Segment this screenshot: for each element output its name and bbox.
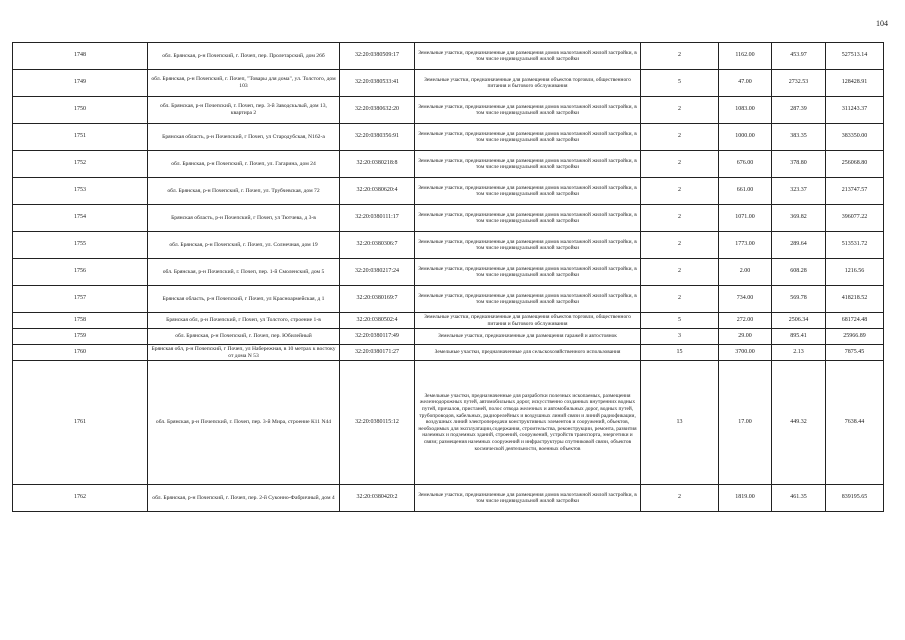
address-cell: обл. Брянская, р-н Почепский, г. Почеп, пер. Юбилейный (148, 329, 340, 345)
row-number-cell: 1748 (13, 43, 148, 70)
address-cell: обл. Брянская, р-н Почепский, г. Почеп, пер. 3-й Мира, строение К11 N44 (148, 361, 340, 485)
area-cell: 1773.00 (719, 232, 772, 259)
address-cell: обл. Брянская, р-н Почепский, г. Почеп, "Товары для дома", ул. Толстого, дом 103 (148, 70, 340, 97)
specific-value-cell: 383.35 (772, 124, 826, 151)
table-row (13, 178, 884, 205)
row-number-cell: 1757 (13, 286, 148, 313)
cadastral-number-cell: 32:20:0380620:4 (340, 178, 415, 205)
specific-value-cell: 287.39 (772, 97, 826, 124)
cadastral-value-cell: 128428.91 (826, 70, 884, 97)
table-row (13, 313, 884, 329)
cadastral-value-cell: 256068.80 (826, 151, 884, 178)
land-use-cell: Земельные участки, предназначенные для размещения домов малоэтажной жилой застройки, в том числе индивидуальной жилой застройки (415, 97, 641, 124)
category-cell: 13 (641, 361, 719, 485)
land-use-cell: Земельные участки, предназначенные для размещения объектов торговли, общественного питания и бытового обслуживания (415, 313, 641, 329)
table-row (13, 286, 884, 313)
cadastral-value-cell: 527513.14 (826, 43, 884, 70)
row-number-cell: 1751 (13, 124, 148, 151)
specific-value-cell: 323.37 (772, 178, 826, 205)
row-number-cell: 1758 (13, 313, 148, 329)
cadastral-number-cell: 32:20:0380306:7 (340, 232, 415, 259)
land-valuation-table (12, 42, 884, 512)
area-cell: 29.00 (719, 329, 772, 345)
cadastral-number-cell: 32:20:0380420:2 (340, 485, 415, 512)
cadastral-number-cell: 32:20:0380117:49 (340, 329, 415, 345)
category-cell: 2 (641, 232, 719, 259)
specific-value-cell: 461.35 (772, 485, 826, 512)
cadastral-number-cell: 32:20:0380218:8 (340, 151, 415, 178)
cadastral-value-cell: 213747.57 (826, 178, 884, 205)
table-body (13, 43, 884, 512)
land-use-cell: Земельные участки, предназначенные для разработки полезных ископаемых, размещения железнодорожных путей, автомобильных дорог, искусственно созданных внутренних водных путей, причалов, пристаней, полос отвода железных и автомобильных дорог, водных путей, трубопроводов, кабельных, радиорелейных и воздушных линий связи и линий радиофикации, воздушных линий электропередачи конструктивных элементов и сооружений, объектов, необходимых для эксплуатации,содержания, строительства, реконструкции, ремонта, развития наземных и подземных зданий, строений, сооружений, устройств транспорта, энергетики и связи; размещения наземных сооружений и инфраструктуры спутниковой связи, объектов космической деятельности, военных объектов (415, 361, 641, 485)
address-cell: обл. Брянская, р-н Почепский, г. Почеп, пер. Пролетарский, дом 26б (148, 43, 340, 70)
table-row (13, 329, 884, 345)
category-cell: 2 (641, 286, 719, 313)
row-number-cell: 1755 (13, 232, 148, 259)
cadastral-number-cell: 32:20:0380533:41 (340, 70, 415, 97)
cadastral-value-cell: 7875.45 (826, 345, 884, 361)
row-number-cell: 1752 (13, 151, 148, 178)
land-use-cell: Земельные участки, предназначенные для размещения домов малоэтажной жилой застройки, в том числе индивидуальной жилой застройки (415, 205, 641, 232)
land-use-cell: Земельные участки, предназначенные для размещения гаражей и автостоянок (415, 329, 641, 345)
area-cell: 734.00 (719, 286, 772, 313)
cadastral-value-cell: 1216.56 (826, 259, 884, 286)
category-cell: 5 (641, 313, 719, 329)
area-cell: 1071.00 (719, 205, 772, 232)
category-cell: 5 (641, 70, 719, 97)
cadastral-number-cell: 32:20:0380217:24 (340, 259, 415, 286)
cadastral-value-cell: 513531.72 (826, 232, 884, 259)
area-cell: 1162.00 (719, 43, 772, 70)
specific-value-cell: 2.13 (772, 345, 826, 361)
address-cell: Брянская обл, р-н Почепский, г Почеп, ул Набережная, в 10 метрах к востоку от дома N 53 (148, 345, 340, 361)
category-cell: 2 (641, 259, 719, 286)
land-use-cell: Земельные участки, предназначенные для размещения домов малоэтажной жилой застройки, в том числе индивидуальной жилой застройки (415, 286, 641, 313)
specific-value-cell: 895.41 (772, 329, 826, 345)
address-cell: обл. Брянская, р-н Почепский, г. Почеп, ул. Солнечная, дом 19 (148, 232, 340, 259)
cadastral-value-cell: 839195.65 (826, 485, 884, 512)
area-cell: 1819.00 (719, 485, 772, 512)
land-use-cell: Земельные участки, предназначенные для размещения домов малоэтажной жилой застройки, в том числе индивидуальной жилой застройки (415, 124, 641, 151)
cadastral-value-cell: 311243.37 (826, 97, 884, 124)
cadastral-value-cell: 25966.89 (826, 329, 884, 345)
row-number-cell: 1754 (13, 205, 148, 232)
category-cell: 2 (641, 151, 719, 178)
land-use-cell: Земельные участки, предназначенные для размещения домов малоэтажной жилой застройки, в том числе индивидуальной жилой застройки (415, 151, 641, 178)
table-row (13, 43, 884, 70)
specific-value-cell: 378.80 (772, 151, 826, 178)
cadastral-value-cell: 418218.52 (826, 286, 884, 313)
address-cell: обл. Брянская, р-н Почепский, г. Почеп, пер. 3-й Заводскьлый, дом 13, квартира 2 (148, 97, 340, 124)
table-row (13, 70, 884, 97)
area-cell: 3700.00 (719, 345, 772, 361)
cadastral-number-cell: 32:20:0380115:12 (340, 361, 415, 485)
table-row (13, 232, 884, 259)
specific-value-cell: 449.32 (772, 361, 826, 485)
category-cell: 2 (641, 485, 719, 512)
land-use-cell: Земельные участки, предназначенные для размещения домов малоэтажной жилой застройки, в том числе индивидуальной жилой застройки (415, 43, 641, 70)
address-cell: Брянская область, р-н Почепский, г Почеп, ул Тютчева, д 3-в (148, 205, 340, 232)
land-use-cell: Земельные участки, предназначенные для размещения объектов торговли, общественного питания и бытового обслуживания (415, 70, 641, 97)
specific-value-cell: 369.82 (772, 205, 826, 232)
area-cell: 1000.00 (719, 124, 772, 151)
cadastral-number-cell: 32:20:0380502:4 (340, 313, 415, 329)
specific-value-cell: 608.28 (772, 259, 826, 286)
category-cell: 15 (641, 345, 719, 361)
cadastral-number-cell: 32:20:0380169:7 (340, 286, 415, 313)
specific-value-cell: 289.64 (772, 232, 826, 259)
area-cell: 661.00 (719, 178, 772, 205)
page-number: 104 (876, 19, 888, 28)
area-cell: 1083.00 (719, 97, 772, 124)
cadastral-value-cell: 396077.22 (826, 205, 884, 232)
address-cell: Брянская обл, р-н Почепский, г Почеп, ул Толстого, строение 1-в (148, 313, 340, 329)
address-cell: обл. Брянская, р-н Почепский, г. Почеп, ул. Трубчевская, дом 72 (148, 178, 340, 205)
land-use-cell: Земельные участки, предназначенные для размещения домов малоэтажной жилой застройки, в том числе индивидуальной жилой застройки (415, 178, 641, 205)
row-number-cell: 1760 (13, 345, 148, 361)
table-row (13, 205, 884, 232)
row-number-cell: 1749 (13, 70, 148, 97)
land-use-cell: Земельные участки, предназначенные для размещения домов малоэтажной жилой застройки, в том числе индивидуальной жилой застройки (415, 232, 641, 259)
land-use-cell: Земельные участки, предназначенные для размещения домов малоэтажной жилой застройки, в том числе индивидуальной жилой застройки (415, 259, 641, 286)
cadastral-number-cell: 32:20:0380632:20 (340, 97, 415, 124)
table-row (13, 259, 884, 286)
land-use-cell: Земельные участки, предназначенные для размещения домов малоэтажной жилой застройки, в том числе индивидуальной жилой застройки (415, 485, 641, 512)
cadastral-value-cell: 7638.44 (826, 361, 884, 485)
row-number-cell: 1759 (13, 329, 148, 345)
area-cell: 2.00 (719, 259, 772, 286)
category-cell: 3 (641, 329, 719, 345)
row-number-cell: 1753 (13, 178, 148, 205)
table-row (13, 485, 884, 512)
area-cell: 676.00 (719, 151, 772, 178)
category-cell: 2 (641, 124, 719, 151)
table-row (13, 97, 884, 124)
row-number-cell: 1750 (13, 97, 148, 124)
cadastral-number-cell: 32:20:0380111:17 (340, 205, 415, 232)
category-cell: 2 (641, 97, 719, 124)
area-cell: 47.00 (719, 70, 772, 97)
address-cell: Брянская область, р-н Почепский, г Почеп, ул Стародубская, N162-а (148, 124, 340, 151)
cadastral-value-cell: 681724.48 (826, 313, 884, 329)
row-number-cell: 1762 (13, 485, 148, 512)
specific-value-cell: 569.78 (772, 286, 826, 313)
cadastral-value-cell: 383350.00 (826, 124, 884, 151)
category-cell: 2 (641, 178, 719, 205)
category-cell: 2 (641, 205, 719, 232)
table-row (13, 151, 884, 178)
address-cell: обл. Брянская, р-н Почепский, г. Почеп, пер. 2-й Суконно-Фабричный, дом 4 (148, 485, 340, 512)
address-cell: Брянская область, р-н Почепский, г Почеп, ул Красноармейская, д 1 (148, 286, 340, 313)
category-cell: 2 (641, 43, 719, 70)
row-number-cell: 1761 (13, 361, 148, 485)
row-number-cell: 1756 (13, 259, 148, 286)
table-row (13, 124, 884, 151)
cadastral-number-cell: 32:20:0380171:27 (340, 345, 415, 361)
cadastral-number-cell: 32:20:0380356:91 (340, 124, 415, 151)
specific-value-cell: 2506.34 (772, 313, 826, 329)
cadastral-number-cell: 32:20:0380509:17 (340, 43, 415, 70)
specific-value-cell: 2732.53 (772, 70, 826, 97)
address-cell: обл. Брянская, р-н Почепский, г. Почеп, ул. Гагарина, дом 24 (148, 151, 340, 178)
table-row (13, 361, 884, 485)
table-row (13, 345, 884, 361)
land-use-cell: Земельные участки, предназначенные для сельскохозяйственного использования (415, 345, 641, 361)
specific-value-cell: 453.97 (772, 43, 826, 70)
address-cell: обл. Брянская, р-н Почепский, г. Почеп, пер. 1-й Смоленский, дом 5 (148, 259, 340, 286)
area-cell: 17.00 (719, 361, 772, 485)
area-cell: 272.00 (719, 313, 772, 329)
